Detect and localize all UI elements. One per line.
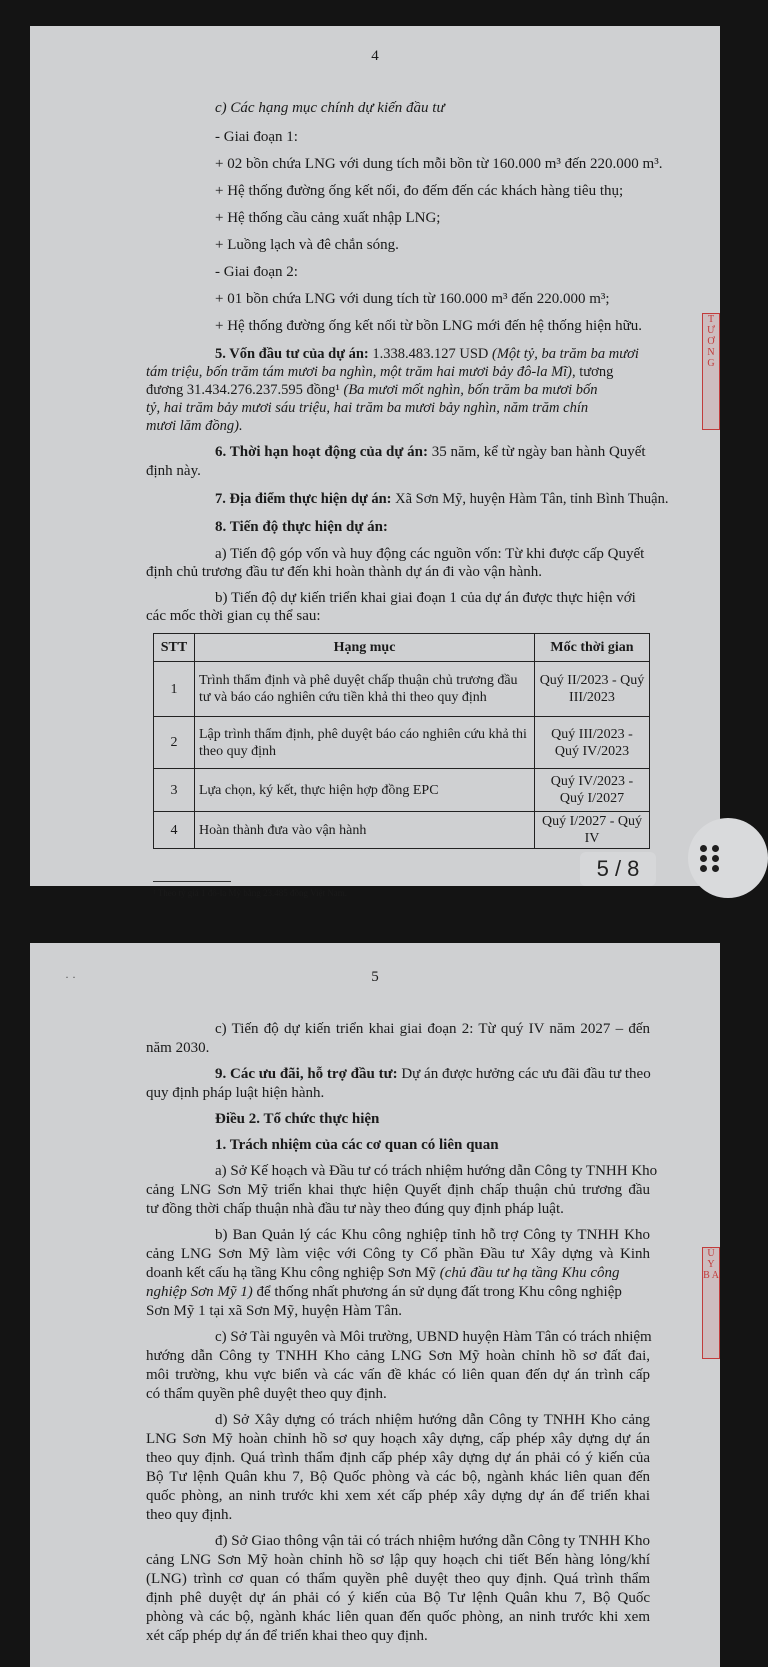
- text-line: tư đồng thời chấp thuận nhà đầu tư này theo đúng quy định pháp luật.: [146, 1201, 564, 1217]
- dot-icon: [712, 845, 719, 852]
- cell-stt: 4: [154, 812, 195, 849]
- text-line: theo quy định. Quá trình thẩm định cấp phép xây dựng dự án phải có ý kiến của: [146, 1450, 650, 1466]
- page-number: 4: [371, 48, 379, 64]
- capital-words: (Một tỷ, ba trăm ba mươi: [491, 346, 639, 362]
- dot-icon: [700, 845, 707, 852]
- more-options-button[interactable]: [688, 818, 768, 898]
- capital-line: [215, 344, 639, 364]
- text-span: để thống nhất phương án sử dụng đất trong Khu công nghiệp: [252, 1284, 622, 1300]
- dot-icon: [712, 865, 719, 872]
- text-line: - Giai đoạn 1:: [215, 129, 298, 145]
- text-line: năm 2030.: [146, 1040, 210, 1056]
- capital-amount: 1.338.483.127 USD: [368, 346, 492, 362]
- duration-line: [215, 442, 646, 462]
- text-line: theo quy định.: [146, 1507, 233, 1523]
- section-heading: c) Các hạng mục chính dự kiến đầu tư: [215, 100, 445, 116]
- capital-words: tám triệu, bốn trăm tám mươi ba nghìn, một trăm hai mươi bảy đô-la Mĩ): [146, 364, 573, 380]
- table-row: [154, 662, 650, 717]
- text-line: b) Ban Quản lý các Khu công nghiệp tỉnh hỗ trợ Công ty TNHH Kho: [215, 1227, 650, 1243]
- text-line: cảng LNG Sơn Mỹ làm việc với Công ty Cổ phần Đầu tư Xây dựng và Kinh: [146, 1246, 650, 1262]
- capital-line: tỷ, hai trăm bảy mươi sáu triệu, hai trăm ba mươi bảy nghìn, năm trăm chín: [146, 400, 589, 416]
- text-line: + Hệ thống đường ống kết nối, đo đếm đến các khách hàng tiêu thụ;: [215, 183, 624, 199]
- cell-stt: 2: [154, 717, 195, 769]
- text-line: môi trường, khu vực biển và các vấn đề khác có liên quan đến dự án trình cấp: [146, 1367, 650, 1383]
- text-line: xét cấp phép dự án để triển khai theo quy định.: [146, 1628, 428, 1644]
- cell-time: Quý I/2027 - Quý IV: [535, 812, 650, 849]
- capital-label: 5. Vốn đầu tư của dự án:: [215, 346, 369, 362]
- text-line: d) Sở Xây dựng có trách nhiệm hướng dẫn Công ty TNHH Kho cảng: [215, 1412, 650, 1428]
- duration-text: 35 năm, kể từ ngày ban hành Quyết: [427, 444, 646, 460]
- text-line: c) Sở Tài nguyên và Môi trường, UBND huyện Hàm Tân có trách nhiệm: [215, 1329, 652, 1345]
- red-stamp: T Ư Ơ N G: [702, 313, 720, 430]
- text-span: (chủ đầu tư hạ tầng Khu công: [439, 1265, 620, 1281]
- text-line: - Giai đoạn 2:: [215, 264, 298, 280]
- cell-stt: 3: [154, 769, 195, 812]
- document-page-4: [30, 26, 720, 898]
- text-line: + Hệ thống đường ống kết nối từ bồn LNG mới đến hệ thống hiện hữu.: [215, 318, 643, 334]
- column-header: Hạng mục: [195, 634, 535, 662]
- capital-line: [146, 362, 613, 382]
- text-line: cảng LNG Sơn Mỹ triển khai thực hiện Quyết định chấp thuận chủ trương đầu: [146, 1182, 650, 1198]
- cell-time: Quý III/2023 - Quý IV/2023: [535, 717, 650, 769]
- text-line: quốc phòng, an ninh trước khi xem xét cấp phép xây dựng dự án để triển khai: [146, 1488, 650, 1504]
- location-line: [215, 489, 669, 509]
- dot-icon: [700, 855, 707, 862]
- text-line: LNG Sơn Mỹ hoàn chỉnh hồ sơ quy hoạch xây dựng, cấp phép xây dựng dự án: [146, 1431, 650, 1447]
- column-header: Mốc thời gian: [535, 634, 650, 662]
- progress-heading: 8. Tiến độ thực hiện dự án:: [215, 519, 388, 535]
- table-row: [154, 769, 650, 812]
- text-line: có thẩm quyền phê duyệt theo quy định.: [146, 1386, 387, 1402]
- text-line: + Hệ thống cầu cảng xuất nhập LNG;: [215, 210, 441, 226]
- text-line: định phê duyệt dự án phải có ý kiến của Bộ Tư lệnh Quân khu 7, Bộ Quốc: [146, 1590, 650, 1606]
- footnote: ¹ Theo tỷ giá 1 đô-la Mỹ bằng 23.485 đồng Việt Nam.: [153, 888, 348, 898]
- text-line: b) Tiến độ dự kiến triển khai giai đoạn 1 của dự án được thực hiện với: [215, 590, 636, 606]
- cell-item: Hoàn thành đưa vào vận hành: [195, 812, 535, 849]
- capital-words: (Ba mươi mốt nghìn, bốn trăm ba mươi bốn: [343, 382, 598, 398]
- text-line: + 02 bồn chứa LNG với dung tích mỗi bồn từ 160.000 m³ đến 220.000 m³.: [215, 156, 663, 172]
- text-line: định chủ trương đầu tư đến khi hoàn thành dự án đi vào vận hành.: [146, 564, 542, 580]
- text-line: [146, 1263, 620, 1283]
- cell-item: Trình thẩm định và phê duyệt chấp thuận chủ trương đầu tư và báo cáo nghiên cứu tiền khả thi theo quy định: [195, 662, 535, 717]
- text-line: + Luồng lạch và đê chắn sóng.: [215, 237, 399, 253]
- text-line: a) Sở Kế hoạch và Đầu tư có trách nhiệm hướng dẫn Công ty TNHH Kho: [215, 1163, 658, 1179]
- incentive-label: 9. Các ưu đãi, hỗ trợ đầu tư:: [215, 1066, 398, 1082]
- text-line: hướng dẫn Công ty TNHH Kho cảng LNG Sơn Mỹ hoàn chỉnh hồ sơ đất đai,: [146, 1348, 650, 1364]
- text-span: nghiệp Sơn Mỹ 1): [146, 1284, 253, 1300]
- incentive-text: Dự án được hưởng các ưu đãi đầu tư theo: [397, 1066, 651, 1082]
- scan-speck: · ·: [65, 970, 76, 984]
- text-line: c) Tiến độ dự kiến triển khai giai đoạn 2: Từ quý IV năm 2027 – đến: [215, 1021, 650, 1037]
- text-line: phòng và các bộ, ngành khác liên quan đến quốc phòng, an ninh trước khi xem: [146, 1609, 650, 1625]
- text-line: + 01 bồn chứa LNG với dung tích từ 160.000 m³ đến 220.000 m³;: [215, 291, 610, 307]
- location-text: Xã Sơn Mỹ, huyện Hàm Tân, tỉnh Bình Thuận.: [391, 491, 669, 507]
- cell-time: Quý II/2023 - Quý III/2023: [535, 662, 650, 717]
- text-line: quy định pháp luật hiện hành.: [146, 1085, 325, 1101]
- text-line: Sơn Mỹ 1 tại xã Sơn Mỹ, huyện Hàm Tân.: [146, 1303, 402, 1319]
- cell-item: Lựa chọn, ký kết, thực hiện hợp đồng EPC: [195, 769, 535, 812]
- table-header-row: [154, 634, 650, 662]
- footnote-separator: [153, 881, 231, 882]
- text-line: [146, 1282, 622, 1302]
- article-heading: Điều 2. Tổ chức thực hiện: [215, 1111, 380, 1127]
- table-row: [154, 812, 650, 849]
- duration-line: định này.: [146, 463, 201, 479]
- table-row: [154, 717, 650, 769]
- text-line: (LNG) trình cơ quan có thẩm quyền phê duyệt theo quy định. Quá trình thẩm: [146, 1571, 650, 1587]
- text-line: các mốc thời gian cụ thể sau:: [146, 608, 321, 624]
- dot-icon: [712, 855, 719, 862]
- text-line: cảng LNG Sơn Mỹ hoàn chỉnh hồ sơ lập quy hoạch chi tiết Bến hàng lỏng/khí: [146, 1552, 650, 1568]
- dot-icon: [700, 865, 707, 872]
- capital-text: đương 31.434.276.237.595 đồng¹: [146, 382, 344, 398]
- capital-line: [146, 380, 598, 400]
- capital-line: mươi lăm đồng).: [146, 418, 243, 434]
- page-indicator: 5 / 8: [580, 852, 656, 886]
- document-page-5: [30, 943, 720, 1667]
- capital-text: , tương: [572, 364, 614, 380]
- schedule-table: [153, 633, 650, 849]
- duration-label: 6. Thời hạn hoạt động của dự án:: [215, 444, 428, 460]
- cell-time: Quý IV/2023 - Quý I/2027: [535, 769, 650, 812]
- cell-item: Lập trình thẩm định, phê duyệt báo cáo nghiên cứu khả thi theo quy định: [195, 717, 535, 769]
- cell-stt: 1: [154, 662, 195, 717]
- text-line: a) Tiến độ góp vốn và huy động các nguồn vốn: Từ khi được cấp Quyết: [215, 546, 645, 562]
- text-line: Bộ Tư lệnh Quân khu 7, Bộ Quốc phòng và các bộ, ngành khác liên quan đến: [146, 1469, 650, 1485]
- page-number: 5: [371, 969, 379, 985]
- responsibility-heading: 1. Trách nhiệm của các cơ quan có liên quan: [215, 1137, 499, 1153]
- location-label: 7. Địa điểm thực hiện dự án:: [215, 491, 392, 507]
- text-span: doanh kết cấu hạ tầng Khu công nghiệp Sơn Mỹ: [146, 1265, 440, 1281]
- red-stamp: Ủ Y B A: [702, 1247, 720, 1359]
- text-line: đ) Sở Giao thông vận tải có trách nhiệm hướng dẫn Công ty TNHH Kho: [215, 1533, 650, 1549]
- incentive-line: [215, 1064, 651, 1084]
- column-header: STT: [154, 634, 195, 662]
